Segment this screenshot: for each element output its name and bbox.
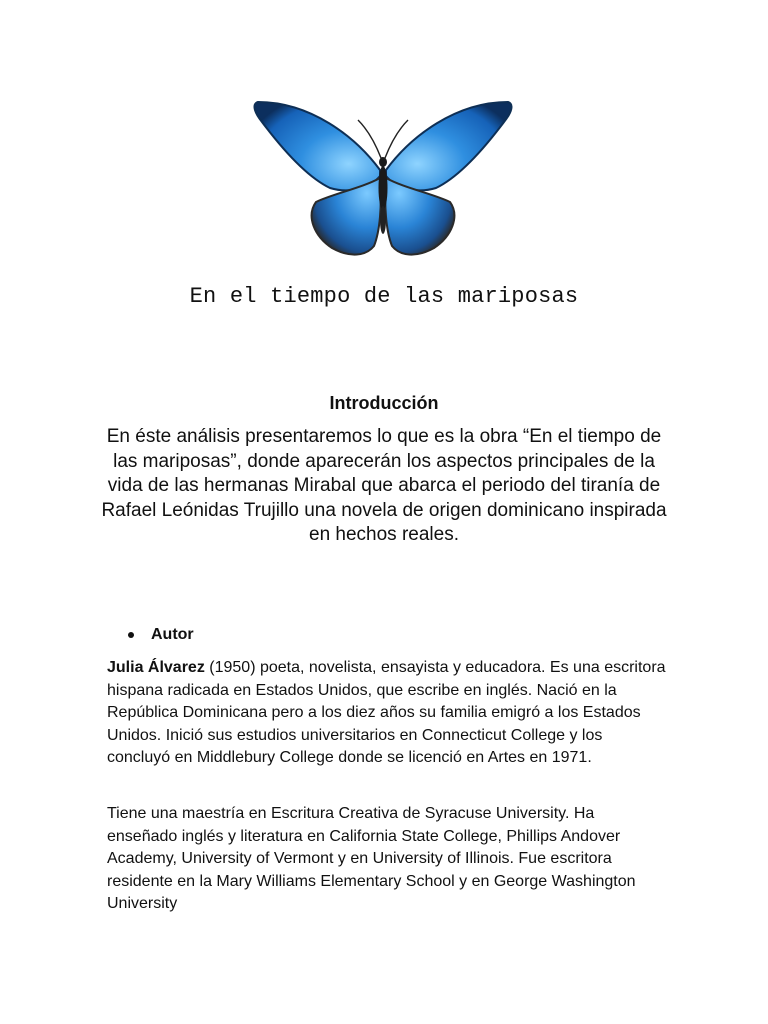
butterfly-illustration bbox=[250, 96, 516, 262]
author-heading: Autor bbox=[151, 626, 194, 643]
author-paragraph-1 bbox=[107, 657, 667, 770]
author-name: Julia Álvarez bbox=[107, 659, 205, 676]
author-paragraph-2: Tiene una maestría en Escritura Creativa de Syracuse University. Ha enseñado inglés y literatura en California State College, Phillips Andover Academy, University of Vermont y en University of Illinois. Fue escritora residente en la Mary Williams Elementary School y en George Washington University bbox=[107, 805, 636, 912]
author-bullet-item bbox=[128, 626, 194, 644]
introduction-paragraph: En éste análisis presentaremos lo que es la obra “En el tiempo de las mariposas”, donde aparecerán los aspectos principales de la vida de las hermanas Mirabal que abarca el periodo del tiranía de Rafael Leónidas Trujillo una novela de origen dominicano inspirada en hechos reales. bbox=[101, 426, 667, 545]
document-title: En el tiempo de las mariposas bbox=[189, 284, 579, 309]
introduction-heading: Introducción bbox=[329, 393, 439, 413]
bullet-icon bbox=[128, 632, 134, 638]
author-paragraph-1-text: (1950) poeta, novelista, ensayista y educadora. Es una escritora hispana radicada en Estados Unidos, que escribe en inglés. Nació en la República Dominicana pero a los diez años su familia emigró a los Estados Unidos. Inició sus estudios universitarios en Connecticut College y los concluyó en Middlebury College donde se licenció en Artes en 1971. bbox=[107, 659, 666, 766]
